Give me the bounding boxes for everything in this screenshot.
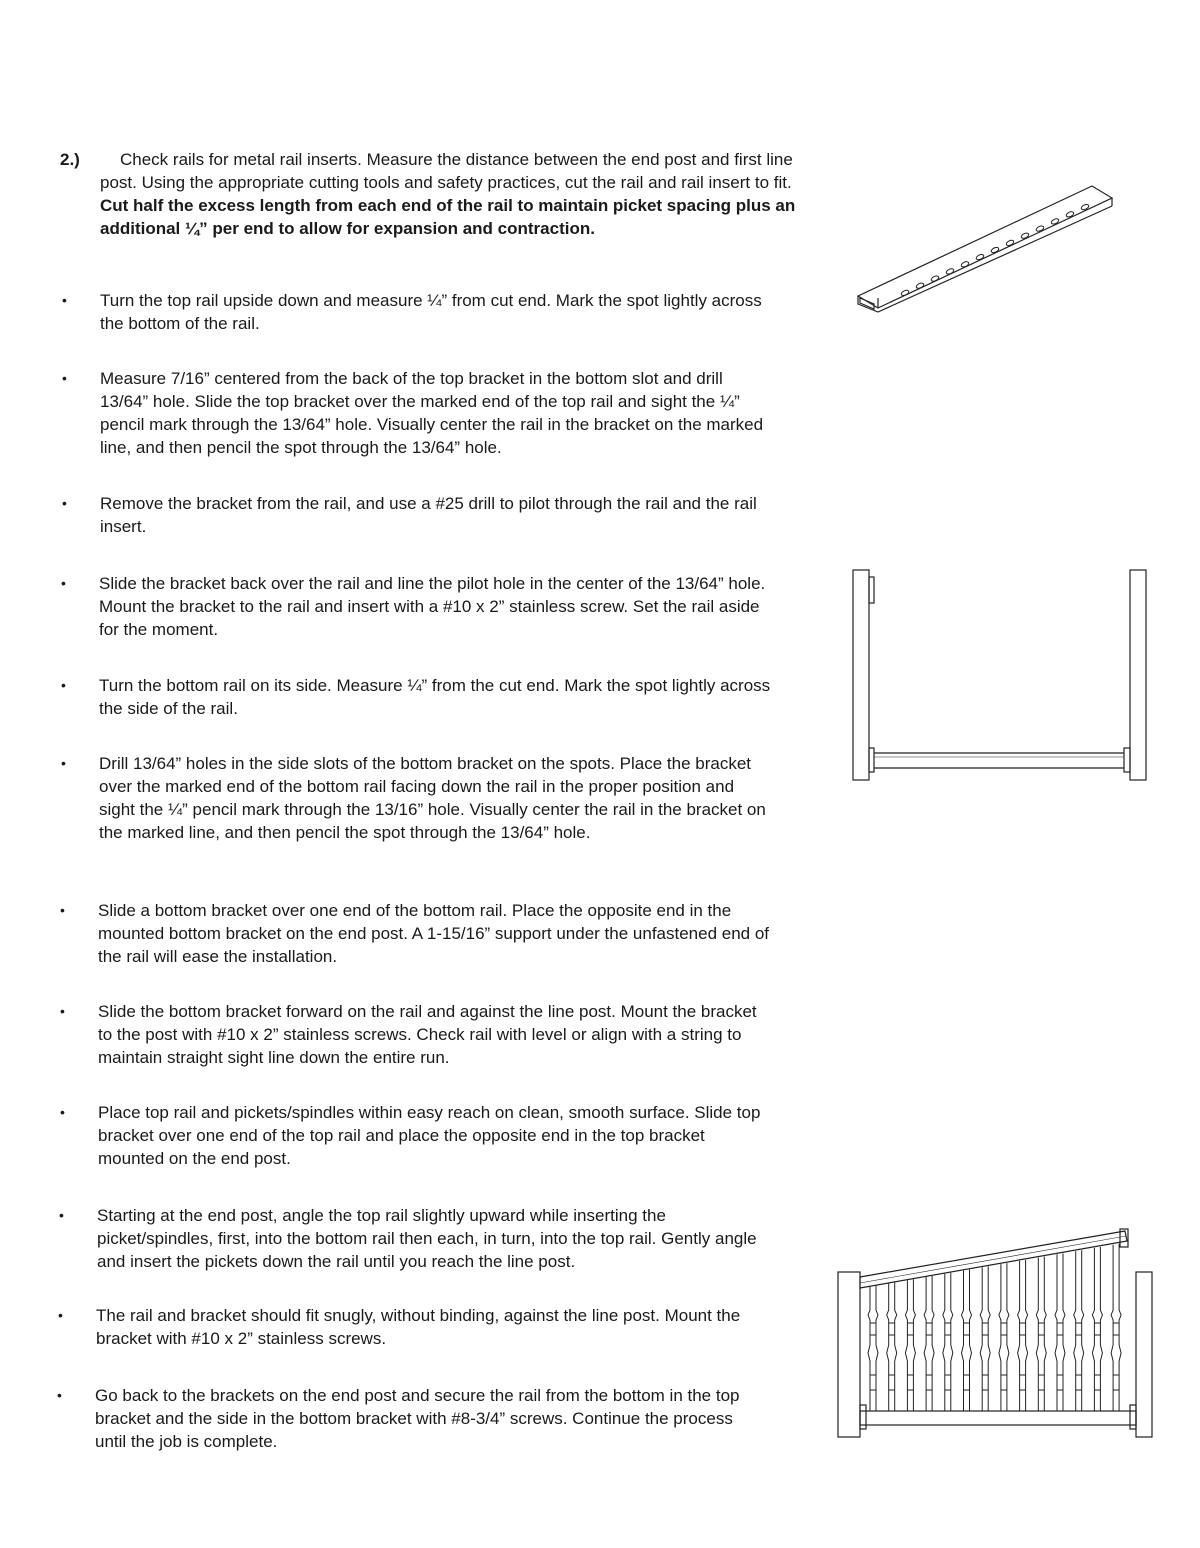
bullet-icon: • [60,1104,65,1120]
list-item [61,572,771,641]
spindle [868,1286,878,1411]
list-item-text: Drill 13/64” holes in the side slots of the bottom bracket on the spots. Place the bracket over the marked end of the bottom rail facing down the rail in the proper position and sight the ¼” pencil mark through the 13/16” hole. Visually center the rail in the bracket on the marked line, and then pencil the spot through the 13/64” hole. [99,754,766,842]
bullet-icon: • [61,677,66,693]
list-item [58,1304,768,1350]
bullet-icon: • [62,495,67,511]
list-item [60,899,770,968]
rail-slot [945,268,954,275]
bottom-rail-illustration [848,565,1153,785]
list-item-text: Measure 7/16” centered from the back of the top bracket in the bottom slot and drill 13/64” hole. Slide the top bracket over the marked end of the top rail and sight the ¼” pencil mark through the 13/64” hole. Visually center the rail in the bracket on the marked line, and then pencil the spot through the 13/64” hole. [100,369,764,457]
list-item-text: Turn the bottom rail on its side. Measure ¼” from the cut end. Mark the spot lightly across the side of the rail. [99,676,771,718]
spindle [962,1270,972,1411]
rail-slot [1020,232,1029,239]
list-item [62,289,772,335]
bullet-icon: • [61,755,66,771]
rail-slot [1035,225,1044,232]
bullet-icon: • [62,292,67,308]
list-item [62,367,772,459]
rail-slot [1005,239,1014,246]
spindle [905,1279,915,1411]
rail-slot [900,289,909,296]
bullet-icon: • [60,1003,65,1019]
bullet-icon: • [62,370,67,386]
list-item [61,674,771,720]
step-2 [60,148,800,240]
list-item-text: Slide the bottom bracket forward on the rail and against the line post. Mount the bracket to the post with #10 x 2” stainless screws. Check rail with level or align with a string to maintain straight sight line down the entire run. [98,1002,757,1067]
step-text [100,148,800,240]
spindle [1018,1260,1028,1411]
list-item [62,492,772,538]
list-item-text: Starting at the end post, angle the top rail slightly upward while inserting the picket/spindles, first, into the bottom rail then each, in turn, into the top rail. Gently angle and insert the pickets down the rail until you reach the line post. [97,1206,757,1271]
spindle [999,1263,1009,1411]
rail-slot [960,261,969,268]
list-item [61,752,771,844]
bullet-icon: • [57,1387,62,1403]
step-text-plain: Check rails for metal rail inserts. Measure the distance between the end post and first line post. Using the appropriate cutting tools and safety practices, cut the rail and rail insert to fit. [100,150,793,192]
spindle [1036,1257,1046,1411]
step-number: 2.) [60,150,80,169]
list-item-text: Go back to the brackets on the end post and secure the rail from the bottom in the top bracket and the side in the bottom bracket with #8-3/4” screws. Continue the process until the job is complete. [95,1386,740,1451]
bullet-icon: • [58,1307,63,1323]
rail-slot [1050,218,1059,225]
list-item-text: Place top rail and pickets/spindles within easy reach on clean, smooth surface. Slide top bracket over one end of the top rail and place the opposite end in the top bracket mounted on the end post. [98,1103,761,1168]
picket-installation-illustration [833,1225,1158,1440]
rail-slot [915,282,924,289]
spindle [980,1266,990,1411]
list-item [57,1384,767,1453]
rail-slot [990,246,999,253]
list-item [59,1204,769,1273]
spindle [924,1276,934,1411]
spindle [1092,1247,1102,1411]
list-item-text: Slide the bracket back over the rail and line the pilot hole in the center of the 13/64” hole. Mount the bracket to the rail and insert with a #10 x 2” stainless screw. Set the rail aside for the moment. [99,574,766,639]
spindle [943,1273,953,1411]
spindle [887,1283,897,1411]
spindle [1074,1250,1084,1411]
list-item [60,1101,770,1170]
bullet-icon: • [61,575,66,591]
bullet-icon: • [59,1207,64,1223]
list-item-text: Slide a bottom bracket over one end of the bottom rail. Place the opposite end in the mounted bottom bracket on the end post. A 1-15/16” support under the unfastened end of the rail will ease the installation. [98,901,770,966]
spindle [1111,1244,1121,1411]
list-item-text: The rail and bracket should fit snugly, without binding, against the line post. Mount the bracket with #10 x 2” stainless screws. [96,1306,741,1348]
list-item-text: Remove the bracket from the rail, and use a #25 drill to pilot through the rail and the rail insert. [100,494,757,536]
step-text-bold: Cut half the excess length from each end of the rail to maintain picket spacing plus an additional ¼” per end to allow for expansion and contraction. [100,196,796,238]
list-item [60,1000,770,1069]
top-rail-illustration [850,178,1120,318]
rail-slot [930,275,939,282]
rail-slot [975,253,984,260]
bullet-icon: • [60,902,65,918]
spindle [1055,1253,1065,1411]
list-item-text: Turn the top rail upside down and measure ¼” from cut end. Mark the spot lightly across the bottom of the rail. [100,291,762,333]
